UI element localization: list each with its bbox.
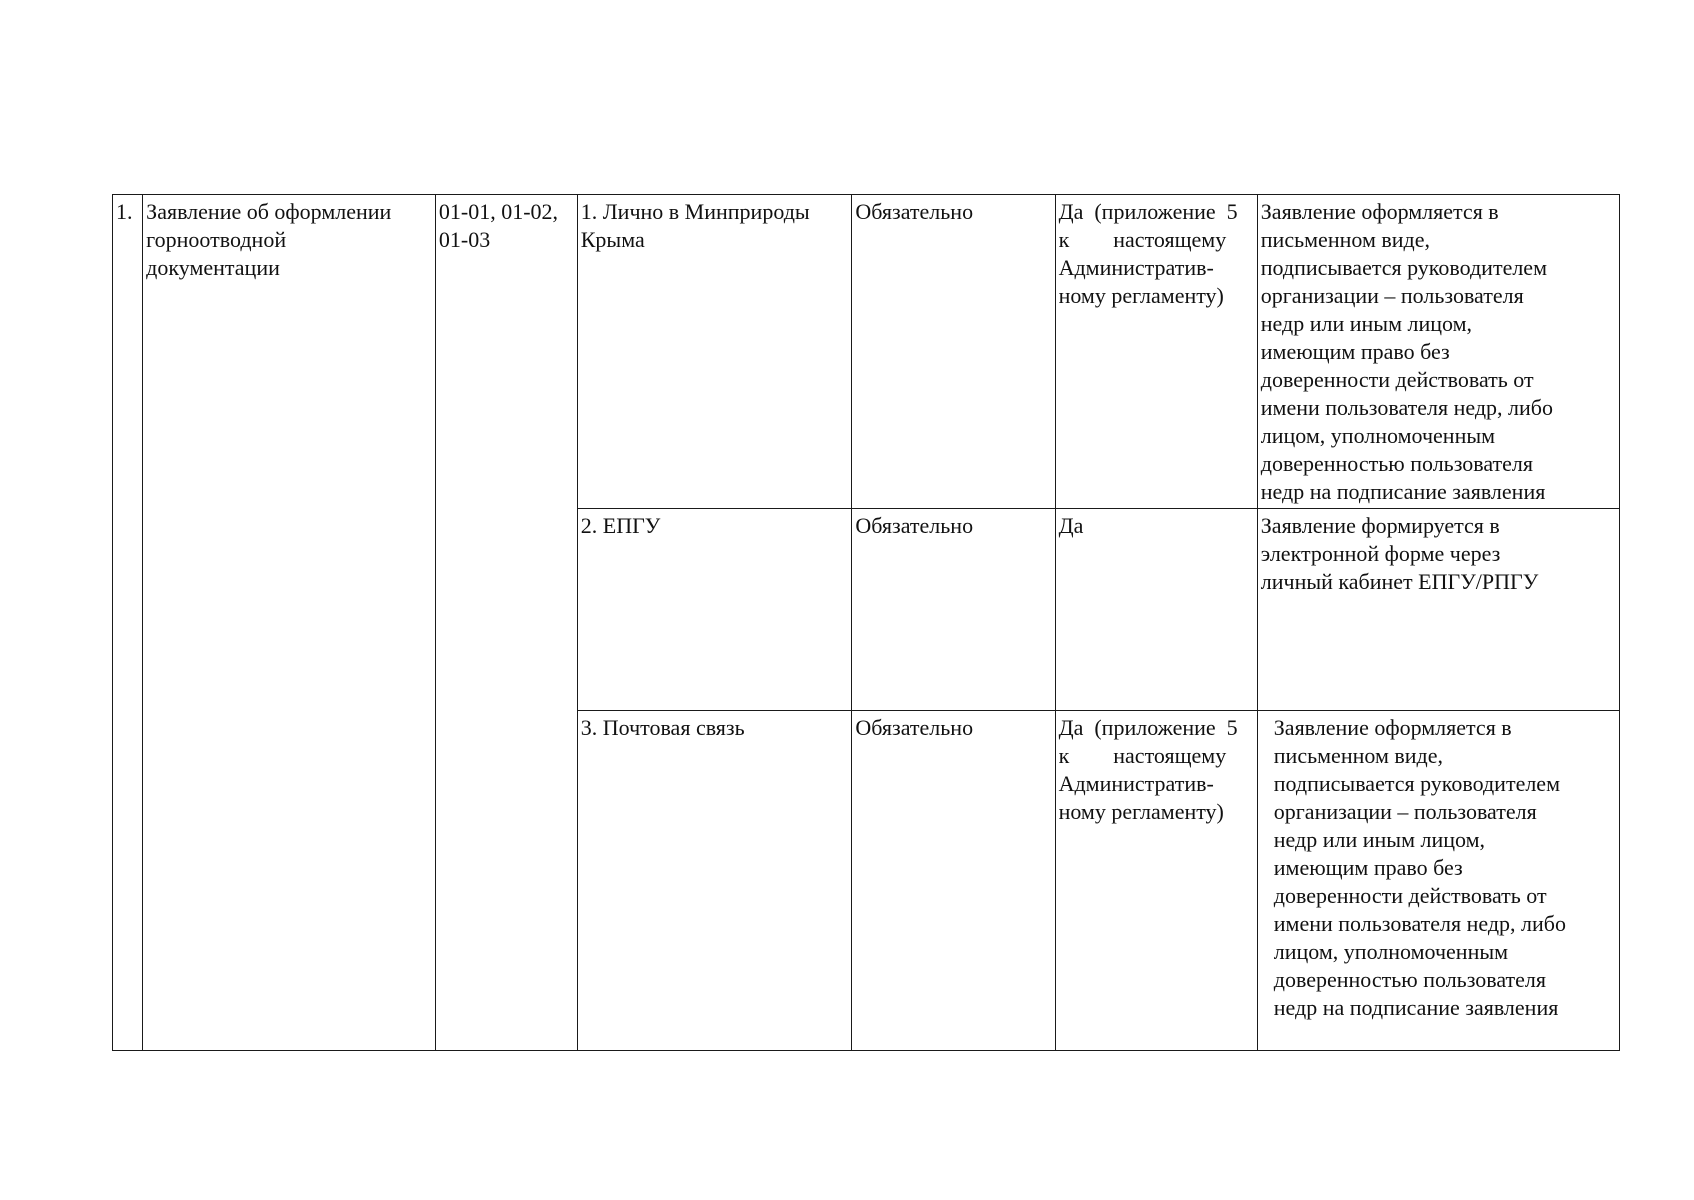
description-cell xyxy=(1257,509,1619,711)
requirement-text: Обязательно xyxy=(855,715,974,740)
sample-line: Административ- xyxy=(1058,771,1214,796)
forms-cell xyxy=(435,195,577,1051)
description-line: недр на подписание заявления xyxy=(1260,479,1546,504)
method-cell xyxy=(577,509,852,711)
description-line: организации – пользователя xyxy=(1273,799,1537,824)
description-line: Заявление формируется в xyxy=(1260,513,1500,538)
method-line: 2. ЕПГУ xyxy=(580,513,661,538)
description-cell xyxy=(1257,195,1619,509)
method-line: Крыма xyxy=(580,227,645,252)
description-line: лицом, уполномоченным xyxy=(1273,939,1509,964)
requirement-cell xyxy=(852,711,1055,1051)
description-line: личный кабинет ЕПГУ/РПГУ xyxy=(1260,569,1539,594)
description-line: имеющим право без xyxy=(1260,339,1450,364)
sample-line: ному регламенту) xyxy=(1058,799,1224,824)
description-line: имени пользователя недр, либо xyxy=(1260,395,1554,420)
requirement-text: Обязательно xyxy=(855,199,974,224)
sample-cell xyxy=(1055,509,1257,711)
description-line: письменном виде, xyxy=(1273,743,1443,768)
row-number-cell xyxy=(113,195,143,1051)
requirement-text: Обязательно xyxy=(855,513,974,538)
description-line: имеющим право без xyxy=(1273,855,1463,880)
description-line: имени пользователя недр, либо xyxy=(1273,911,1567,936)
sample-line: Да (приложение 5 xyxy=(1058,715,1238,740)
description-line: подписывается руководителем xyxy=(1260,255,1547,280)
description-cell xyxy=(1257,711,1619,1051)
sample-line: к настоящему xyxy=(1058,743,1227,768)
method-cell xyxy=(577,195,852,509)
description-line: организации – пользователя xyxy=(1260,283,1524,308)
sample-cell xyxy=(1055,195,1257,509)
description-line: лицом, уполномоченным xyxy=(1260,423,1496,448)
document-name-line: горноотводной xyxy=(146,227,287,252)
description-line: доверенности действовать от xyxy=(1273,883,1547,908)
description-line: Заявление оформляется в xyxy=(1273,715,1512,740)
description-line: письменном виде, xyxy=(1260,227,1430,252)
sample-line: Да xyxy=(1058,513,1084,538)
description-line: недр или иным лицом, xyxy=(1273,827,1486,852)
document-name-cell xyxy=(143,195,436,1051)
description-line: Заявление оформляется в xyxy=(1260,199,1499,224)
requirement-cell xyxy=(852,509,1055,711)
requirements-table xyxy=(112,194,1620,1051)
description-line: недр или иным лицом, xyxy=(1260,311,1473,336)
description-line: подписывается руководителем xyxy=(1273,771,1560,796)
description-line: электронной форме через xyxy=(1260,541,1501,566)
forms-line: 01-03 xyxy=(438,227,491,252)
description-line: доверенностью пользователя xyxy=(1273,967,1547,992)
method-line: 1. Лично в Минприроды xyxy=(580,199,810,224)
table-row xyxy=(113,195,1620,509)
document-name-line: документации xyxy=(146,255,280,280)
description-line: недр на подписание заявления xyxy=(1273,995,1559,1020)
description-line: доверенности действовать от xyxy=(1260,367,1534,392)
sample-cell xyxy=(1055,711,1257,1051)
method-cell xyxy=(577,711,852,1051)
document-name-line: Заявление об оформлении xyxy=(146,199,392,224)
sample-line: к настоящему xyxy=(1058,227,1227,252)
forms-line: 01-01, 01-02, xyxy=(438,199,559,224)
requirement-cell xyxy=(852,195,1055,509)
description-line: доверенностью пользователя xyxy=(1260,451,1534,476)
sample-line: ному регламенту) xyxy=(1058,283,1224,308)
row-number: 1. xyxy=(116,199,133,224)
sample-line: Административ- xyxy=(1058,255,1214,280)
method-line: 3. Почтовая связь xyxy=(580,715,745,740)
sample-line: Да (приложение 5 xyxy=(1058,199,1238,224)
